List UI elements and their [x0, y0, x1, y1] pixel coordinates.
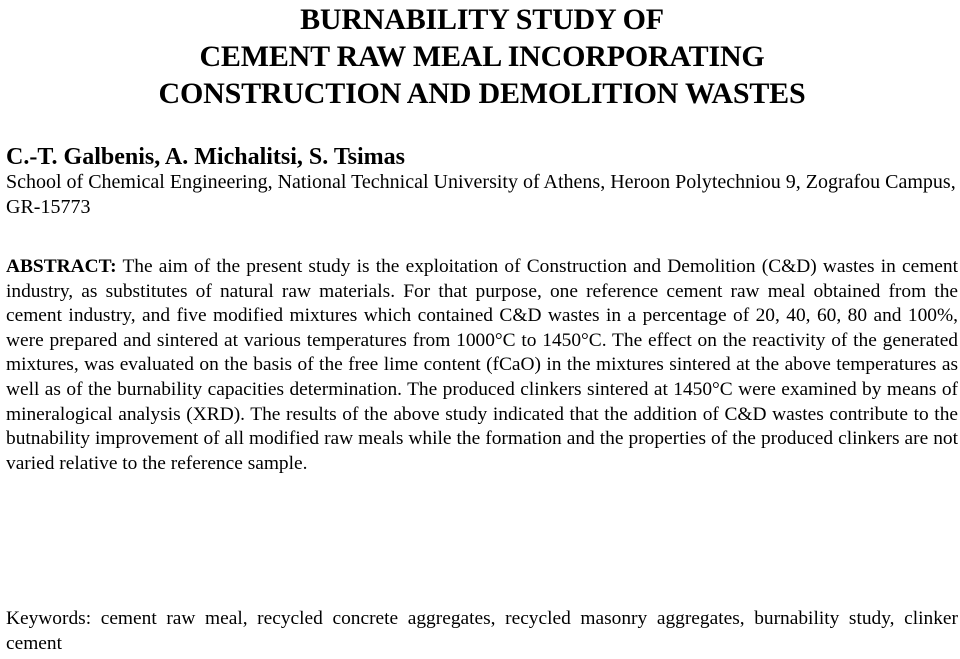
- abstract: [6, 255, 958, 476]
- author-list: C.-T. Galbenis, A. Michalitsi, S. Tsimas: [6, 144, 405, 170]
- paper-page: [6, 0, 958, 659]
- affiliation: School of Chemical Engineering, National Technical University of Athens, Heroon Polytechniou 9, Zografou Campus, GR-15773: [6, 171, 956, 218]
- keywords: Keywords: cement raw meal, recycled concrete aggregates, recycled masonry aggregates, burnability study, clinker cement: [6, 608, 958, 654]
- abstract-text: The aim of the present study is the exploitation of Construction and Demolition (C&D) wastes in cement industry, as substitutes of natural raw materials. For that purpose, one reference cement raw meal obtained from the cement industry, and five modified mixtures which contained C&D wastes in a percentage of 20, 40, 60, 80 and 100%, were prepared and sintered at various temperatures from 1000°C to 1450°C. The effect on the reactivity of the generated mixtures, was evaluated on the basis of the free lime content (fCaO) in the mixtures sintered at the above temperatures as well as of the burnability capacities determination. The produced clinkers sintered at 1450°C were examined by means of mineralogical analysis (XRD). The results of the above study indicated that the addition of C&D wastes contribute to the butnability improvement of all modified raw meals while the formation and the properties of the produced clinkers are not varied relative to the reference sample.: [6, 256, 958, 474]
- paper-title: [6, 0, 958, 112]
- title-line-1: BURNABILITY STUDY OF: [300, 3, 664, 36]
- abstract-label: ABSTRACT:: [6, 256, 117, 277]
- title-line-2: CEMENT RAW MEAL INCORPORATING: [199, 40, 765, 73]
- title-line-3: CONSTRUCTION AND DEMOLITION WASTES: [158, 77, 806, 110]
